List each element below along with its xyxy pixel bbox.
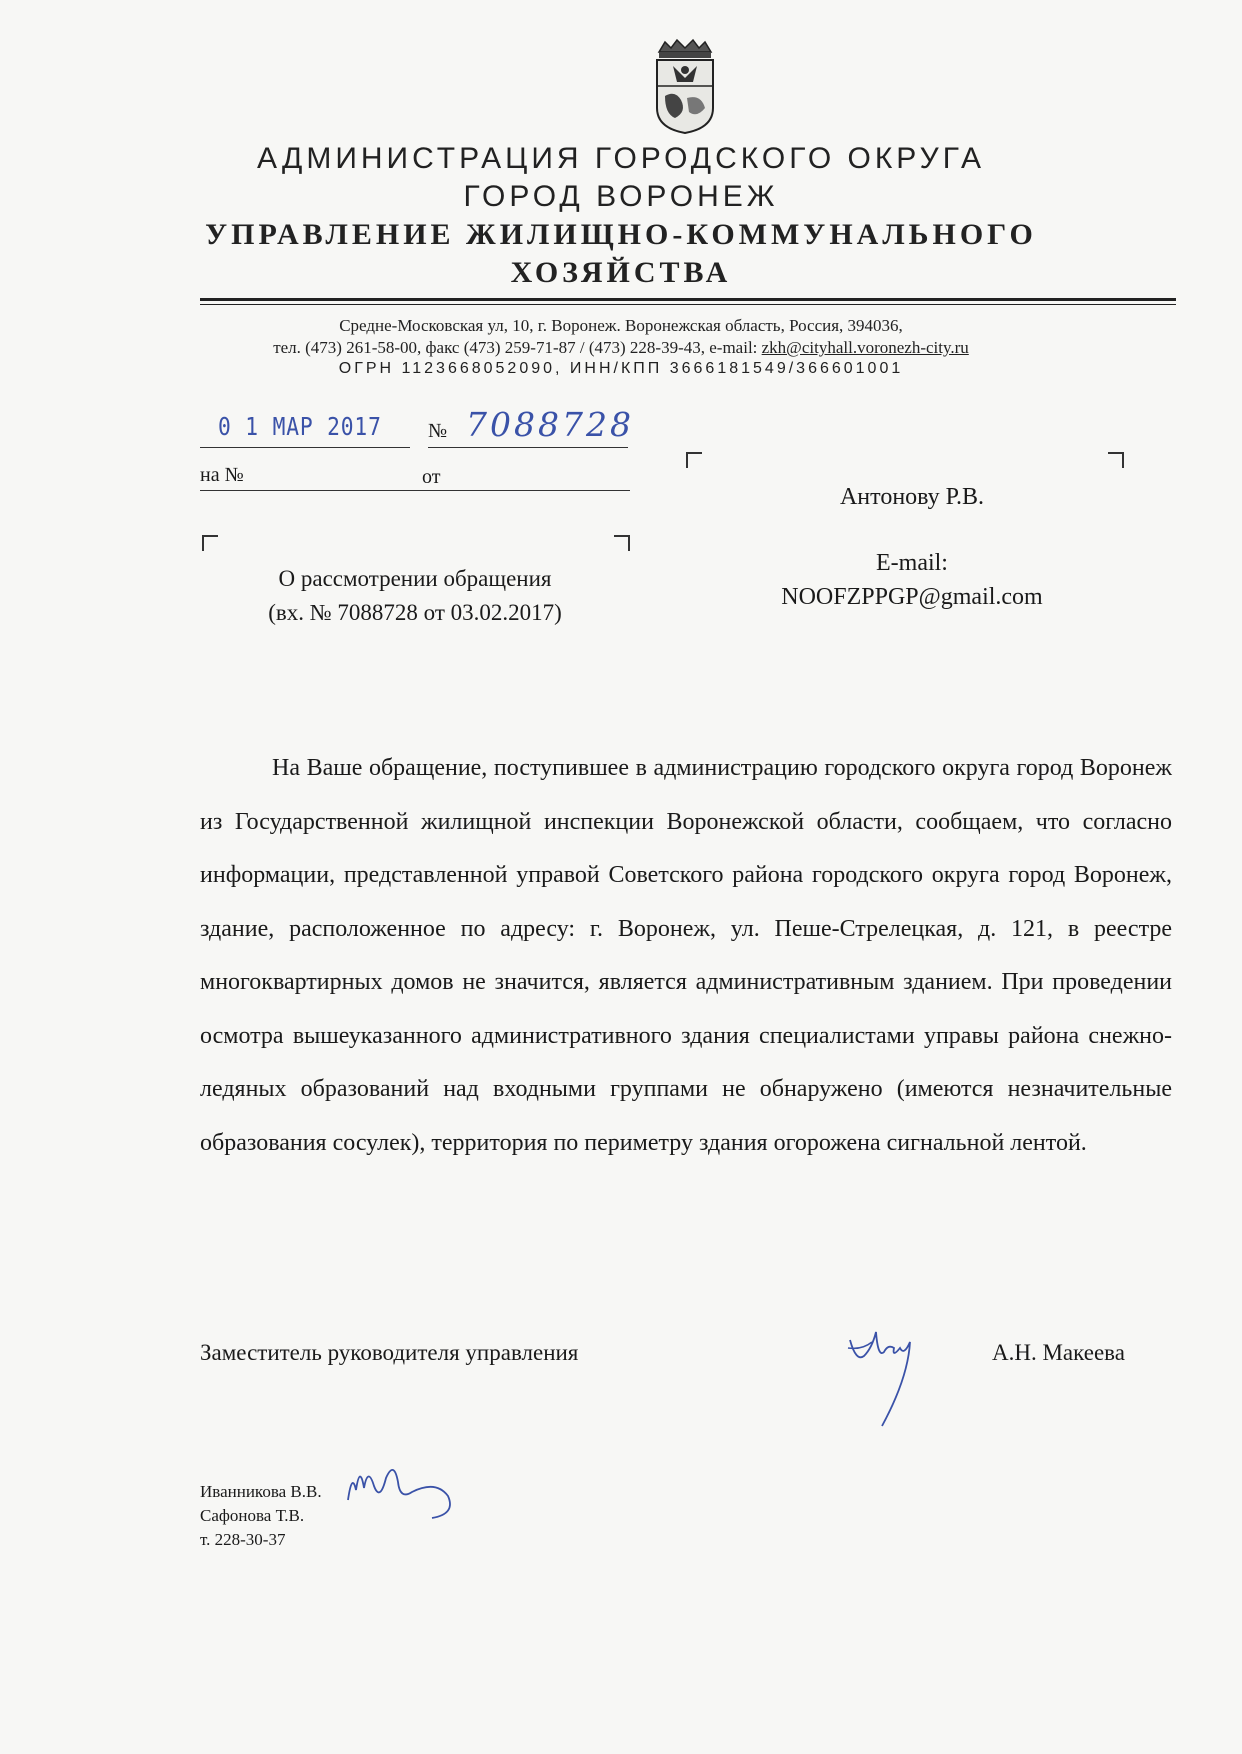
recipient-corner-right <box>1108 452 1124 468</box>
subject-line1: О рассмотрении обращения <box>278 566 552 591</box>
executor-2: Сафонова Т.В. <box>200 1506 305 1525</box>
date-stamp: 0 1 MAP 2017 <box>218 412 382 441</box>
signer-position: Заместитель руководителя управления <box>200 1340 579 1365</box>
subject-line2: (вх. № 7088728 от 03.02.2017) <box>268 600 562 625</box>
letterhead-rule-thin <box>200 304 1176 305</box>
letterhead-ogrn: ОГРН 1123668052090, ИНН/КПП 3666181549/366601001 <box>338 360 904 377</box>
coat-of-arms-icon <box>651 38 719 135</box>
contacts-email-link[interactable]: zkh@cityhall.voronezh-city.ru <box>761 338 969 357</box>
letterhead-administration: АДМИНИСТРАЦИЯ ГОРОДСКОГО ОКРУГА <box>257 142 985 175</box>
recipient-name: Антонову Р.В. <box>839 484 985 510</box>
letterhead-rule-thick <box>200 298 1176 301</box>
executor-phone: т. 228-30-37 <box>200 1530 286 1549</box>
letterhead-contacts <box>0 338 1242 358</box>
letterhead-city: ГОРОД ВОРОНЕЖ <box>463 180 779 213</box>
letterhead-address: Средне-Московская ул, 10, г. Воронеж. Воронежская область, Россия, 394036, <box>339 316 903 335</box>
from-label: от <box>422 466 441 488</box>
subject-corner-left <box>202 535 218 551</box>
registration-number: 7088728 <box>466 405 634 444</box>
date-underline <box>200 447 410 448</box>
recipient-email: NOOFZPPGP@gmail.com <box>781 584 1043 610</box>
number-label: № <box>428 420 448 442</box>
subject-corner-right <box>614 535 630 551</box>
contacts-phones: тел. (473) 261-58-00, факс (473) 259-71-87 / (473) 228-39-43, e-mail: <box>273 338 762 357</box>
executor-1: Иванникова В.В. <box>200 1482 322 1501</box>
recipient-email-label: E-mail: <box>876 550 948 576</box>
letter-body: На Ваше обращение, поступившее в администрацию городского округа город Воронеж из Государственной жилищной инспекции Воронежской области, сообщаем, что согласно информации, представленной управой Советского района городского округа город Воронеж, здание, расположенное по адресу: г. Воронеж, ул. Пеше-Стрелецкая, д. 121, в реестре многоквартирных домов не значится, является административным зданием. При проведении осмотра вышеуказанного административного здания специалистами управы района снежно-ледяных образований над входными группами не обнаружено (имеются незначительные образования сосулек), территория по периметру здания огорожена сигнальной лентой. <box>200 755 1172 1156</box>
executor-signature <box>340 1452 460 1532</box>
signer-name: А.Н. Макеева <box>992 1340 1125 1365</box>
number-underline <box>428 447 628 448</box>
reply-to-underline <box>200 490 630 491</box>
reply-to-label: на № <box>200 464 244 486</box>
recipient-corner-left <box>686 452 702 468</box>
letterhead-department-line2: ХОЗЯЙСТВА <box>510 256 732 289</box>
handwritten-signature <box>842 1318 922 1428</box>
letterhead-department-line1: УПРАВЛЕНИЕ ЖИЛИЩНО-КОММУНАЛЬНОГО <box>205 218 1037 251</box>
